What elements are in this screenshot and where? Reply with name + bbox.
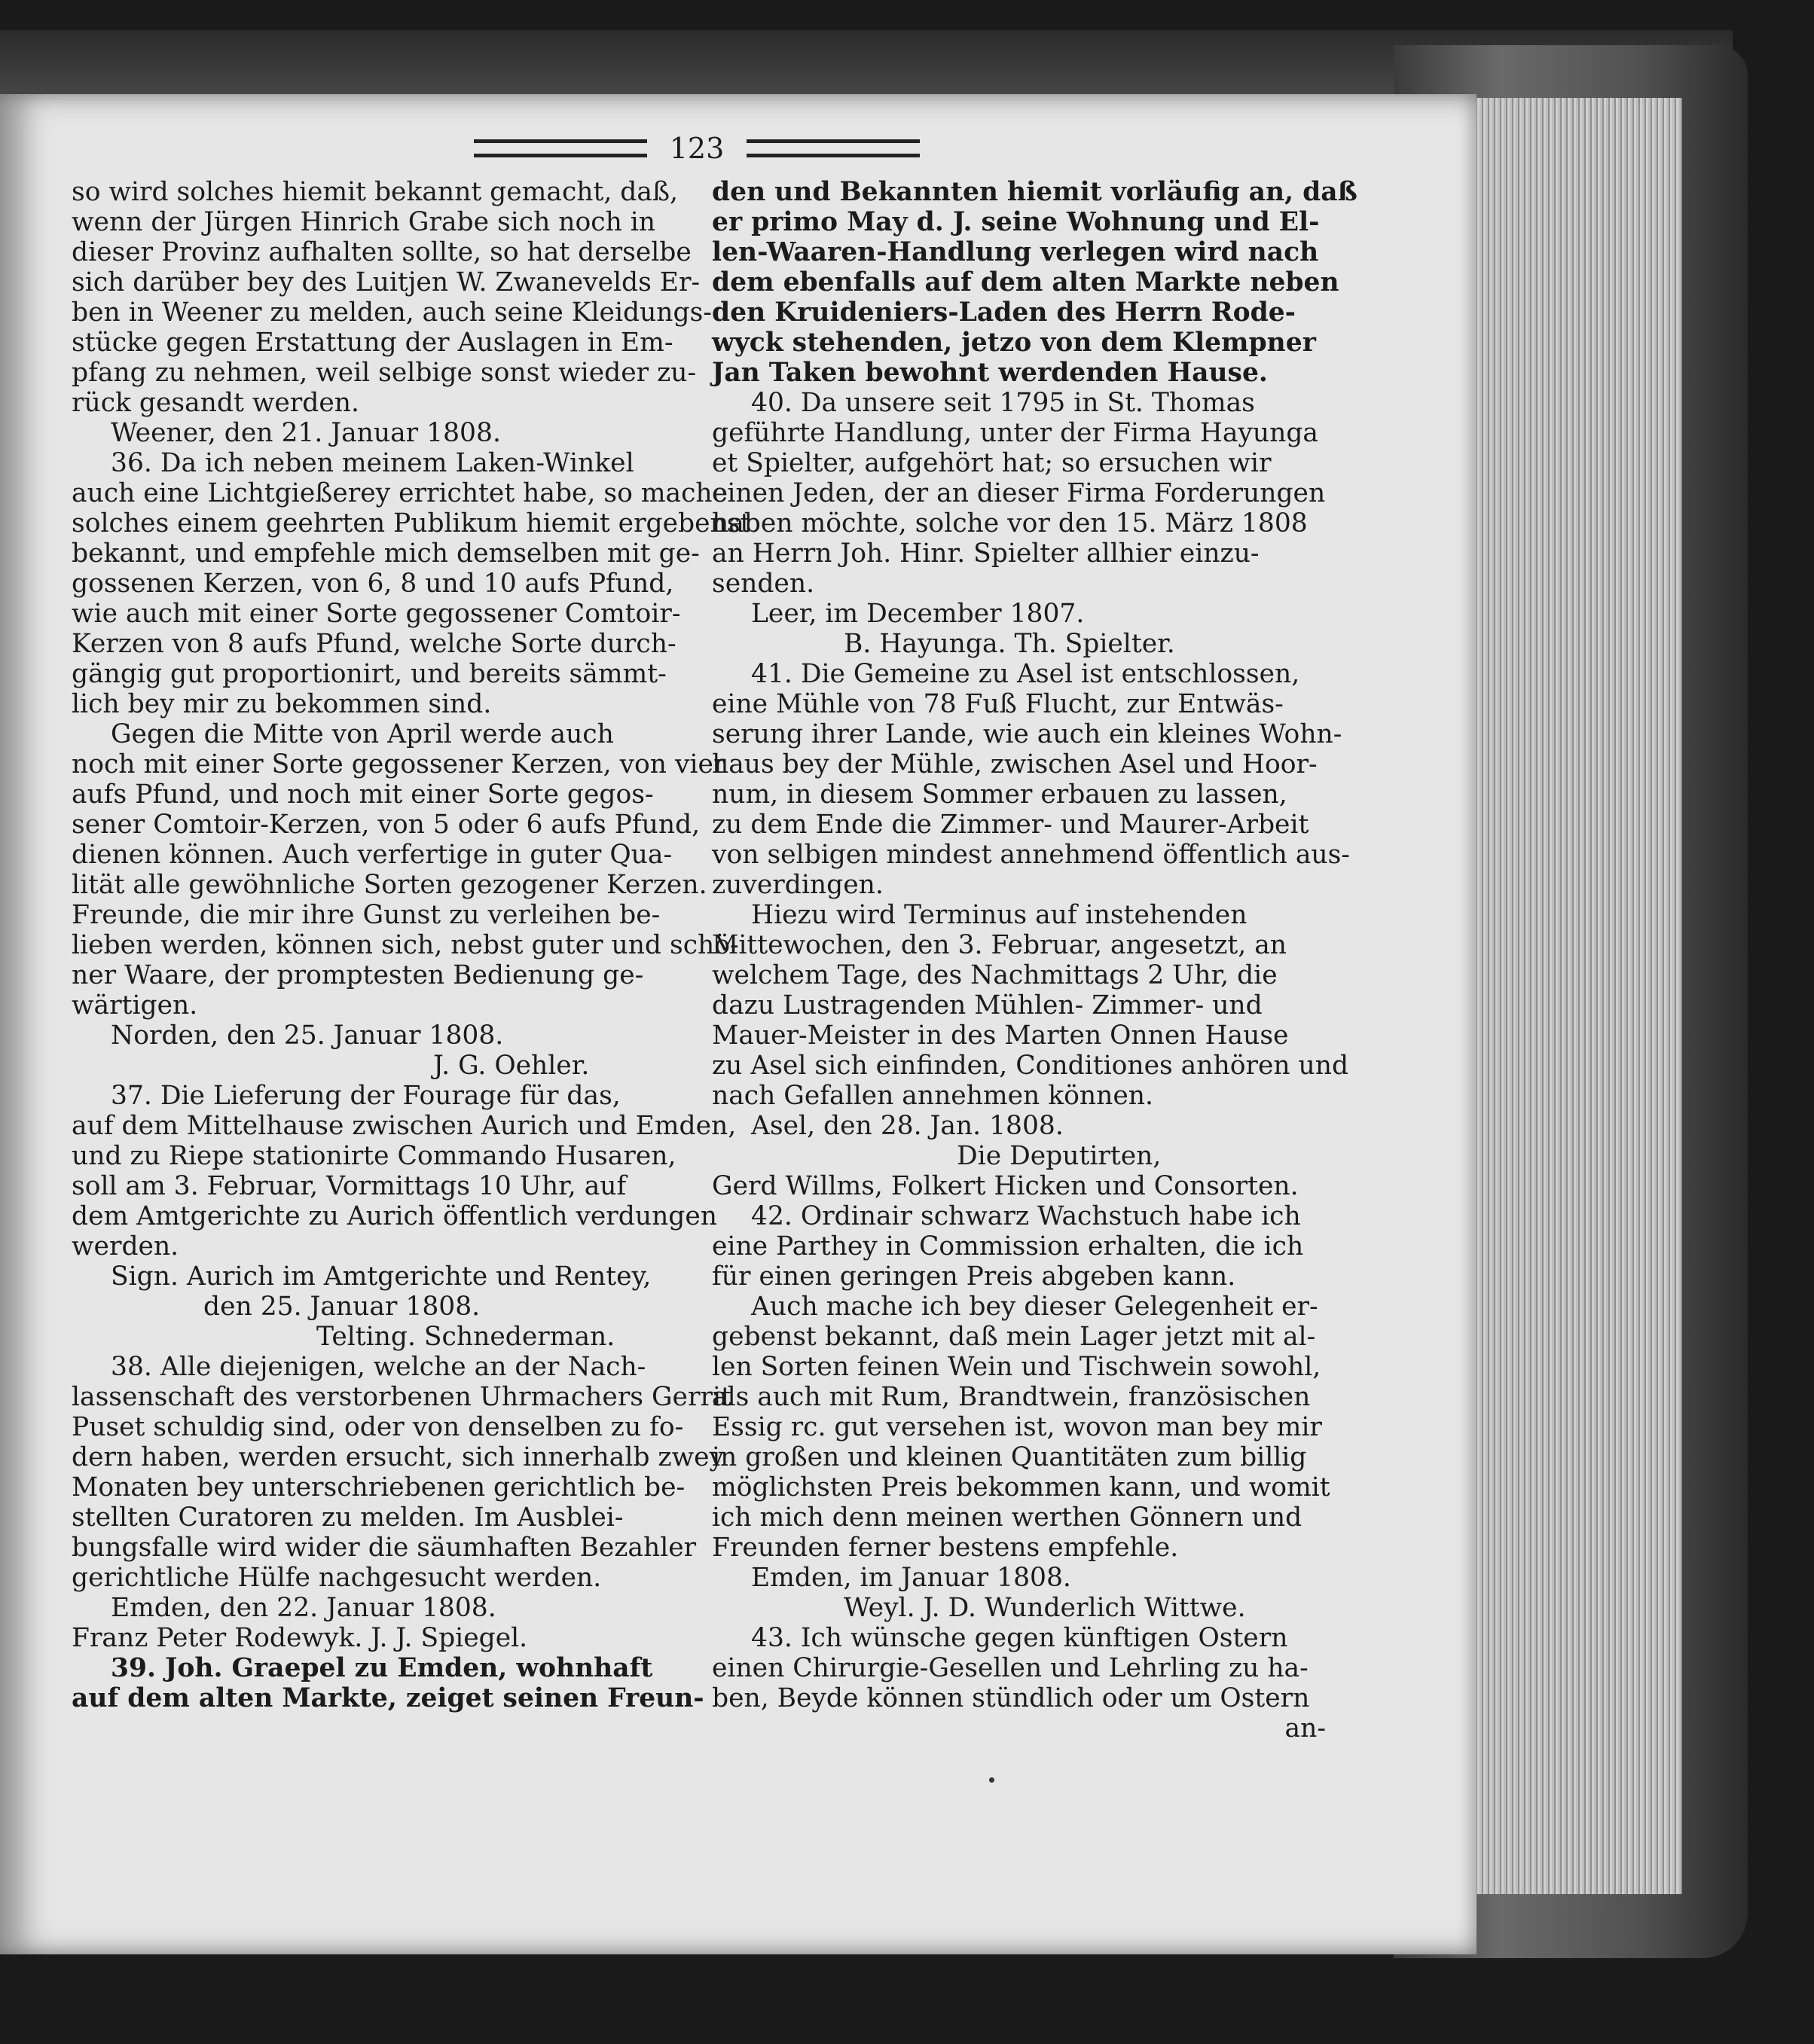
text-line: sener Comtoir-Kerzen, von 5 oder 6 aufs Pfund, [72, 810, 701, 840]
text-line: eine Mühle von 78 Fuß Flucht, zur Entwäs- [712, 689, 1284, 719]
text-line: J. G. Oehler. [433, 1051, 590, 1081]
text-line: Kerzen von 8 aufs Pfund, welche Sorte durch- [72, 629, 676, 659]
text-line: B. Hayunga. Th. Spielter. [844, 629, 1175, 659]
text-line: Sign. Aurich im Amtgerichte und Rentey, [111, 1261, 652, 1292]
text-line: ner Waare, der promptesten Bedienung ge- [72, 960, 644, 990]
text-line: als auch mit Rum, Brandtwein, französischen [712, 1382, 1311, 1412]
text-line: Monaten bey unterschriebenen gerichtlich be- [72, 1472, 686, 1502]
text-line: Mauer-Meister in des Marten Onnen Hause [712, 1020, 1289, 1051]
text-line: 42. Ordinair schwarz Wachstuch habe ich [751, 1201, 1301, 1231]
text-line: den und Bekannten hiemit vorläufig an, daß [712, 177, 1357, 207]
text-line: für einen geringen Preis abgeben kann. [712, 1261, 1236, 1292]
text-line: Gegen die Mitte von April werde auch [111, 719, 614, 749]
text-line: 36. Da ich neben meinem Laken-Winkel [111, 448, 634, 478]
text-line: an- [1284, 1713, 1326, 1744]
text-line: serung ihrer Lande, wie auch ein kleines Wohn- [712, 719, 1342, 749]
text-line: soll am 3. Februar, Vormittags 10 Uhr, auf [72, 1171, 627, 1201]
text-line: zuverdingen. [712, 870, 884, 900]
text-line: dazu Lustragenden Mühlen- Zimmer- und [712, 990, 1263, 1020]
text-line: haben möchte, solche vor den 15. März 1808 [712, 508, 1308, 538]
text-line: zu dem Ende die Zimmer- und Maurer-Arbeit [712, 810, 1309, 840]
text-line: Weyl. J. D. Wunderlich Wittwe. [844, 1593, 1246, 1623]
text-line: so wird solches hiemit bekannt gemacht, daß, [72, 177, 678, 207]
text-line: den Kruideniers-Laden des Herrn Rode- [712, 297, 1296, 328]
text-line: Hiezu wird Terminus auf instehenden [751, 900, 1248, 930]
text-line: Gerd Willms, Folkert Hicken und Consorten. [712, 1171, 1299, 1201]
text-line: dem Amtgerichte zu Aurich öffentlich verdungen [72, 1201, 718, 1231]
text-line: Weener, den 21. Januar 1808. [111, 418, 501, 448]
text-line: lieben werden, können sich, nebst guter und schö- [72, 930, 739, 960]
text-line: 40. Da unsere seit 1795 in St. Thomas [751, 388, 1255, 418]
text-line: haus bey der Mühle, zwischen Asel und Hoor- [712, 749, 1318, 779]
text-line: Die Deputirten, [957, 1141, 1162, 1171]
text-line: lich bey mir zu bekommen sind. [72, 689, 492, 719]
text-line: ben in Weener zu melden, auch seine Kleidungs- [72, 297, 712, 328]
page-number: 123 [669, 132, 725, 165]
text-line: rück gesandt werden. [72, 388, 359, 418]
text-line: stellten Curatoren zu melden. Im Ausblei- [72, 1502, 624, 1533]
text-line: dem ebenfalls auf dem alten Markte neben [712, 267, 1339, 297]
text-line: 43. Ich wünsche gegen künftigen Ostern [751, 1623, 1288, 1653]
text-line: Freunde, die mir ihre Gunst zu verleihen be- [72, 900, 661, 930]
text-line: Emden, den 22. Januar 1808. [111, 1593, 496, 1623]
text-line: dieser Provinz aufhalten sollte, so hat derselbe [72, 237, 692, 267]
text-line: Asel, den 28. Jan. 1808. [751, 1111, 1064, 1141]
page-edges [1465, 98, 1682, 1894]
text-line: Norden, den 25. Januar 1808. [111, 1020, 504, 1051]
text-line: in großen und kleinen Quantitäten zum billig [712, 1442, 1307, 1472]
text-line: senden. [712, 569, 815, 599]
right-text-column [712, 177, 1357, 1744]
text-line: Mittewochen, den 3. Februar, angesetzt, an [712, 930, 1287, 960]
text-line: auf dem Mittelhause zwischen Aurich und Emden, [72, 1111, 737, 1141]
text-line: auf dem alten Markte, zeiget seinen Freun- [72, 1683, 704, 1713]
text-line: und zu Riepe stationirte Commando Husaren, [72, 1141, 676, 1171]
text-line: dienen können. Auch verfertige in guter Qua- [72, 840, 673, 870]
page-header [463, 130, 930, 167]
text-line: welchem Tage, des Nachmittags 2 Uhr, die [712, 960, 1278, 990]
text-line: Puset schuldig sind, oder von denselben zu fo- [72, 1412, 684, 1442]
text-line: werden. [72, 1231, 179, 1261]
text-line: Auch mache ich bey dieser Gelegenheit er- [751, 1292, 1318, 1322]
text-line: eine Parthey in Commission erhalten, die ich [712, 1231, 1304, 1261]
text-line: lität alle gewöhnliche Sorten gezogener Kerzen. [72, 870, 707, 900]
text-line: wyck stehenden, jetzo von dem Klempner [712, 328, 1316, 358]
text-line: aufs Pfund, und noch mit einer Sorte gegos- [72, 779, 654, 810]
text-line: Telting. Schnederman. [316, 1322, 615, 1352]
text-line: geführte Handlung, unter der Firma Hayunga [712, 418, 1318, 448]
text-line: solches einem geehrten Publikum hiemit ergebenst [72, 508, 751, 538]
text-line: wie auch mit einer Sorte gegossener Comtoir- [72, 599, 681, 629]
text-line: lassenschaft des verstorbenen Uhrmachers Gerrit [72, 1382, 731, 1412]
ink-mark [989, 1777, 994, 1783]
text-line: Freunden ferner bestens empfehle. [712, 1533, 1179, 1563]
text-line: et Spielter, aufgehört hat; so ersuchen wir [712, 448, 1272, 478]
text-line: von selbigen mindest annehmend öffentlich aus- [712, 840, 1350, 870]
text-line: 41. Die Gemeine zu Asel ist entschlossen, [751, 659, 1300, 689]
text-line: nach Gefallen annehmen können. [712, 1081, 1153, 1111]
text-line: dern haben, werden ersucht, sich innerhalb zwey [72, 1442, 725, 1472]
text-line: 38. Alle diejenigen, welche an der Nach- [111, 1352, 646, 1382]
text-line: gebenst bekannt, daß mein Lager jetzt mit al- [712, 1322, 1316, 1352]
text-line: Emden, im Januar 1808. [751, 1563, 1071, 1593]
text-line: Leer, im December 1807. [751, 599, 1085, 629]
text-line: num, in diesem Sommer erbauen zu lassen, [712, 779, 1287, 810]
text-line: wärtigen. [72, 990, 198, 1020]
text-line: 39. Joh. Graepel zu Emden, wohnhaft [111, 1653, 653, 1683]
left-text-column [72, 177, 751, 1713]
text-line: stücke gegen Erstattung der Auslagen in Em- [72, 328, 673, 358]
text-line: pfang zu nehmen, weil selbige sonst wieder zu- [72, 358, 697, 388]
text-line: ich mich denn meinen werthen Gönnern und [712, 1502, 1302, 1533]
text-line: möglichsten Preis bekommen kann, und womit [712, 1472, 1330, 1502]
text-line: an Herrn Joh. Hinr. Spielter allhier einzu- [712, 538, 1260, 569]
text-line: Franz Peter Rodewyk. J. J. Spiegel. [72, 1623, 528, 1653]
text-line: 37. Die Lieferung der Fourage für das, [111, 1081, 621, 1111]
text-line: zu Asel sich einfinden, Conditiones anhören und [712, 1051, 1349, 1081]
text-line: sich darüber bey des Luitjen W. Zwanevelds Er- [72, 267, 701, 297]
text-line: auch eine Lichtgießerey errichtet habe, so mache [72, 478, 728, 508]
text-line: len Sorten feinen Wein und Tischwein sowohl, [712, 1352, 1321, 1382]
text-line: bekannt, und empfehle mich demselben mit ge- [72, 538, 700, 569]
header-rule-left [474, 139, 647, 157]
text-line: noch mit einer Sorte gegossener Kerzen, von vier [72, 749, 726, 779]
text-line: einen Chirurgie-Gesellen und Lehrling zu ha- [712, 1653, 1309, 1683]
text-line: er primo May d. J. seine Wohnung und El- [712, 207, 1320, 237]
text-line: gossenen Kerzen, von 6, 8 und 10 aufs Pfund, [72, 569, 674, 599]
text-line: den 25. Januar 1808. [203, 1292, 481, 1322]
text-line: Essig rc. gut versehen ist, wovon man bey mir [712, 1412, 1322, 1442]
text-line: len-Waaren-Handlung verlegen wird nach [712, 237, 1319, 267]
text-line: Jan Taken bewohnt werdenden Hause. [712, 358, 1268, 388]
text-line: ben, Beyde können stündlich oder um Ostern [712, 1683, 1310, 1713]
text-line: gerichtliche Hülfe nachgesucht werden. [72, 1563, 602, 1593]
text-line: einen Jeden, der an dieser Firma Forderungen [712, 478, 1326, 508]
header-rule-right [747, 139, 920, 157]
text-line: gängig gut proportionirt, und bereits sämmt- [72, 659, 667, 689]
text-line: wenn der Jürgen Hinrich Grabe sich noch in [72, 207, 656, 237]
text-line: bungsfalle wird wider die säumhaften Bezahler [72, 1533, 697, 1563]
